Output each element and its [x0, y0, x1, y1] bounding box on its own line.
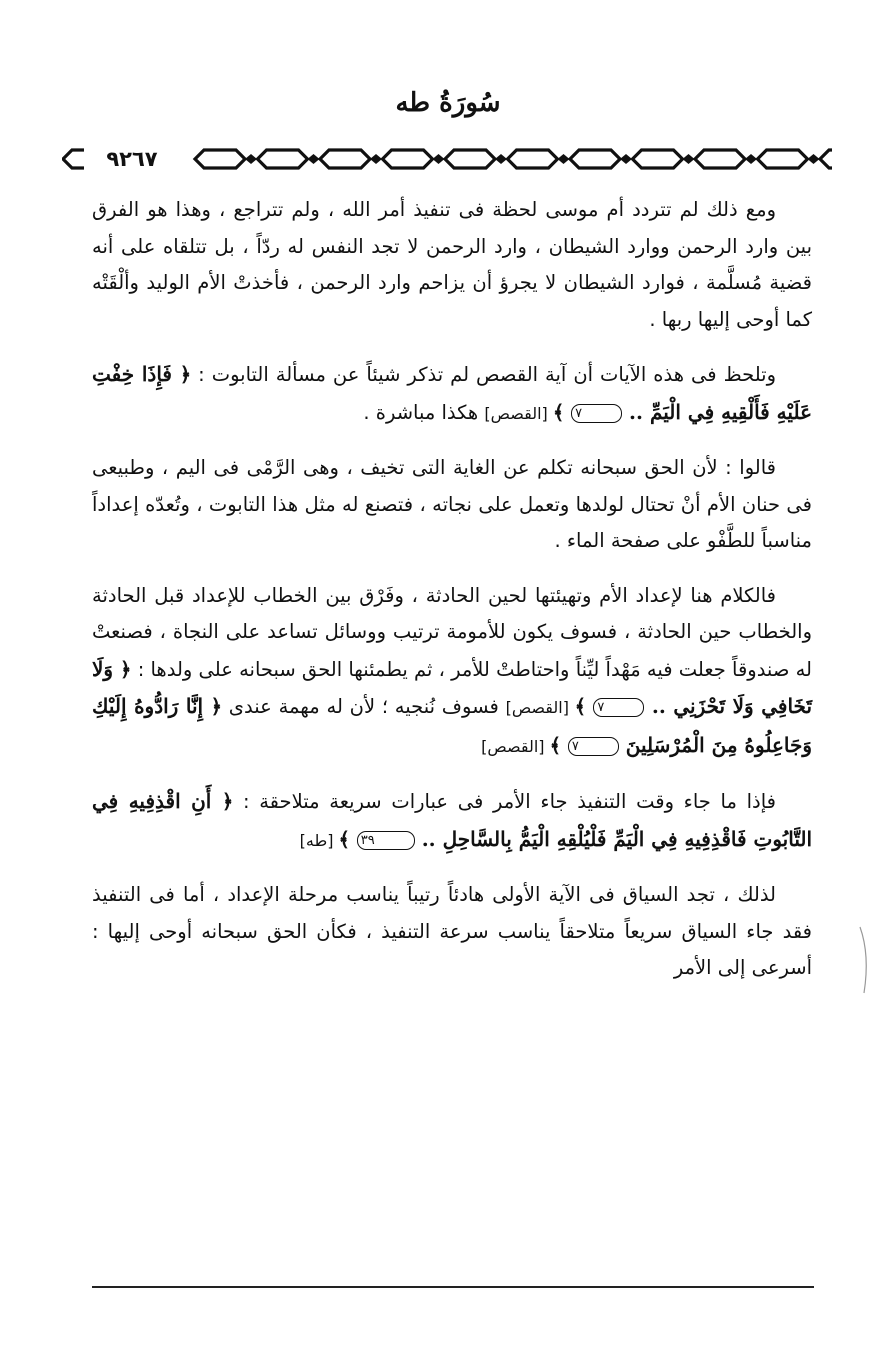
- paragraph: [92, 356, 812, 432]
- ornate-bracket: ﴿: [210, 695, 223, 718]
- surah-reference: [القصص]: [484, 403, 553, 423]
- quran-verse: إِنَّا رَادُّوهُ إِلَيْكِ وَجَاعِلُوهُ مِنَ الْمُرْسَلِينَ: [92, 694, 812, 757]
- border-link: [695, 150, 757, 168]
- border-link: [758, 150, 820, 168]
- paragraph-text: فسوف نُنجيه ؛ لأن له مهمة عندى: [222, 695, 506, 718]
- verse-number-badge: ٧: [593, 698, 644, 717]
- page-number: ٩٢٦٧: [84, 144, 180, 174]
- surah-reference: [القصص]: [505, 698, 575, 717]
- verse-number-badge: ٧: [571, 404, 622, 423]
- border-link: [570, 150, 632, 168]
- border-link: [195, 150, 257, 168]
- surah-reference: [القصص]: [481, 736, 550, 756]
- verse-number-badge: ٧: [568, 737, 619, 756]
- paragraph: [92, 192, 812, 338]
- verse-number-badge: ٣٩: [357, 831, 415, 850]
- surah-title: سُورَةُ طه: [395, 88, 501, 118]
- ornate-bracket: ﴿: [179, 363, 192, 386]
- paragraph-text: فإذا ما جاء وقت التنفيذ جاء الأمر فى عبارات سريعة متلاحقة :: [233, 790, 777, 813]
- surah-reference: [طه]: [299, 830, 339, 850]
- paragraph-text: لذلك ، تجد السياق فى الآية الأولى هادئاً رتيباً يناسب مرحلة الإعداد ، أما فى التنفيذ فقد جاء السياق سريعاً متلاحقاً يناسب سرعة التنفيذ ، فكأن الحق سبحانه أوحى إليها : أسرعى إلى الأمر: [92, 883, 812, 979]
- border-link: [633, 150, 695, 168]
- border-link: [258, 150, 320, 168]
- paragraph: [92, 450, 812, 560]
- border-link: [445, 150, 507, 168]
- paragraph: [92, 578, 812, 766]
- paragraph-text: قالوا : لأن الحق سبحانه تكلم عن الغاية التى تخيف ، وهى الرَّمْى فى اليم ، وطبيعى فى حنان الأم أنْ تحتال لولدها وتعمل على نجاته ، فتصنع له مثل هذا التابوت ، وتُعدّه إعداداً مناسباً للطَّفْو على صفحة الماء .: [92, 456, 812, 552]
- quran-verse: أَنِ اقْذِفِيهِ فِي التَّابُوتِ فَاقْذِفِيهِ فِي الْيَمِّ فَلْيُلْقِهِ الْيَمُّ بِالسَّاحِلِ ..: [92, 789, 812, 851]
- scan-edge-mark: [858, 925, 872, 995]
- paragraph: [92, 877, 812, 987]
- border-link: [508, 150, 570, 168]
- ornate-bracket: ﴾: [549, 733, 568, 757]
- paragraph-text: وتلحظ فى هذه الآيات أن آية القصص لم تذكر شيئاً عن مسألة التابوت :: [191, 363, 776, 386]
- ornate-bracket: ﴿: [221, 790, 234, 813]
- footer-rule: [92, 1286, 814, 1288]
- ornate-bracket: ﴾: [552, 400, 572, 424]
- quran-verse: وَلَا تَخَافِي وَلَا تَحْزَنِي ..: [92, 656, 813, 718]
- paragraph: [92, 783, 812, 859]
- paragraph-text: ومع ذلك لم تتردد أم موسى لحظة فى تنفيذ أمر الله ، ولم تتراجع ، وهذا هو الفرق بين وارد الرحمن ووارد الشيطان ، وارد الرحمن لا تجد النفس له ردّاً ، بل تتلقاه على أنه قضية مُسلَّمة ، فوارد الشيطان لا يجرؤ أن يزاحم وارد الرحمن ، فأخذتْ الأم الوليد وألْقَتْه كما أوحى إليها ربها .: [92, 198, 812, 331]
- body-text: [92, 192, 812, 1005]
- paragraph-text: فالكلام هنا لإعداد الأم وتهيئتها لحين الحادثة ، وفَرْق بين الخطاب للإعداد قبل الحادثة والخطاب حين الحادثة ، فسوف يكون للأمومة ترتيب ووسائل تساعد على النجاة ، فصنعتْ له صندوقاً جعلت فيه مَهْداً ليِّناً واحتاطتْ للأمر ، ثم يطمئنها الحق سبحانه على ولدها :: [92, 583, 812, 681]
- quran-verse: فَإِذَا خِفْتِ عَلَيْهِ فَأَلْقِيهِ فِي الْيَمِّ ..: [92, 362, 812, 424]
- ornate-bracket: ﴾: [574, 695, 594, 718]
- border-link: [820, 150, 832, 168]
- border-link: [320, 150, 382, 168]
- border-link: [383, 150, 445, 168]
- ornate-bracket: ﴾: [338, 827, 357, 851]
- paragraph-text: هكذا مباشرة .: [363, 400, 485, 424]
- ornate-bracket: ﴿: [120, 657, 132, 681]
